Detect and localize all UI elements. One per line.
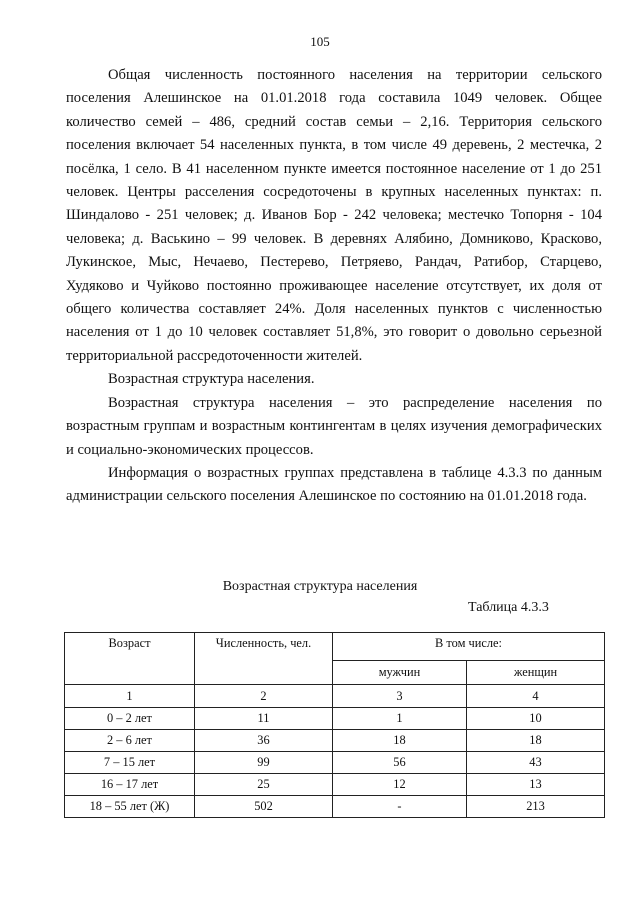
paragraph-age-structure-heading: Возрастная структура населения. [108, 371, 315, 388]
table-row [65, 774, 605, 796]
table-row [65, 796, 605, 818]
women-cell: 43 [467, 752, 605, 774]
header-including: В том числе: [333, 633, 605, 661]
paragraph-population-overview: Общая численность постоянного населения на территории сельского поселения Алешинское на 01.01.2018 года составила 1049 человек. Общее количество семей – 486, средний состав семьи – 2,16. Территория сельского поселения включает 54 населенных пункта, в том числе 49 деревень, 2 местечка, 2 посёлка, 1 село. В 41 населенном пункте имеется постоянное население от 1 до 251 человек. Центры расселения сосредоточены в крупных населенных пунктах: п. Шиндалово - 251 человек; д. Иванов Бор - 242 человека; местечко Топорня - 104 человека; д. Васькино – 99 человек. В деревнях Алябино, Домниково, Красково, Лукинское, Мыс, Нечаево, Пестерево, Петряево, Рандач, Ратибор, Старцево, Худяково и Чуйково постоянно проживающее население отсутствует, их доля от общего количества составляет 24%. Доля населенных пунктов с численностью населения от 1 до 10 человек составляет 51,8%, это говорит о довольно серьезной территориальной рассредоточенности жителей. [66, 67, 602, 364]
page-number: 105 [310, 34, 330, 49]
body-text [66, 64, 602, 509]
header-age: Возраст [65, 633, 195, 685]
column-number: 2 [195, 685, 333, 708]
men-cell: 18 [333, 730, 467, 752]
age-structure-table [64, 632, 605, 818]
paragraph-age-structure-definition: Возрастная структура населения – это распределение населения по возрастным группам и возрастным контингентам в целях изучения демографических и социально-экономических процессов. [66, 394, 602, 458]
count-cell: 25 [195, 774, 333, 796]
men-cell: - [333, 796, 467, 818]
men-cell: 12 [333, 774, 467, 796]
count-cell: 502 [195, 796, 333, 818]
table-title: Возрастная структура населения [222, 579, 418, 594]
table-row [65, 752, 605, 774]
header-count: Численность, чел. [195, 633, 333, 685]
count-cell: 11 [195, 708, 333, 730]
age-cell: 2 – 6 лет [65, 730, 195, 752]
men-cell: 1 [333, 708, 467, 730]
header-women: женщин [467, 661, 605, 685]
table-row [65, 708, 605, 730]
count-cell: 99 [195, 752, 333, 774]
header-men: мужчин [333, 661, 467, 685]
paragraph-table-reference: Информация о возрастных группах представлена в таблице 4.3.3 по данным администрации сельского поселения Алешинское по состоянию на 01.01.2018 года. [66, 464, 602, 505]
women-cell: 13 [467, 774, 605, 796]
table-row [65, 730, 605, 752]
column-number: 1 [65, 685, 195, 708]
column-number-row [65, 685, 605, 708]
column-number: 3 [333, 685, 467, 708]
age-cell: 0 – 2 лет [65, 708, 195, 730]
column-number: 4 [467, 685, 605, 708]
count-cell: 36 [195, 730, 333, 752]
age-cell: 16 – 17 лет [65, 774, 195, 796]
women-cell: 213 [467, 796, 605, 818]
table-number: Таблица 4.3.3 [468, 600, 549, 615]
age-cell: 18 – 55 лет (Ж) [65, 796, 195, 818]
women-cell: 10 [467, 708, 605, 730]
women-cell: 18 [467, 730, 605, 752]
men-cell: 56 [333, 752, 467, 774]
age-cell: 7 – 15 лет [65, 752, 195, 774]
